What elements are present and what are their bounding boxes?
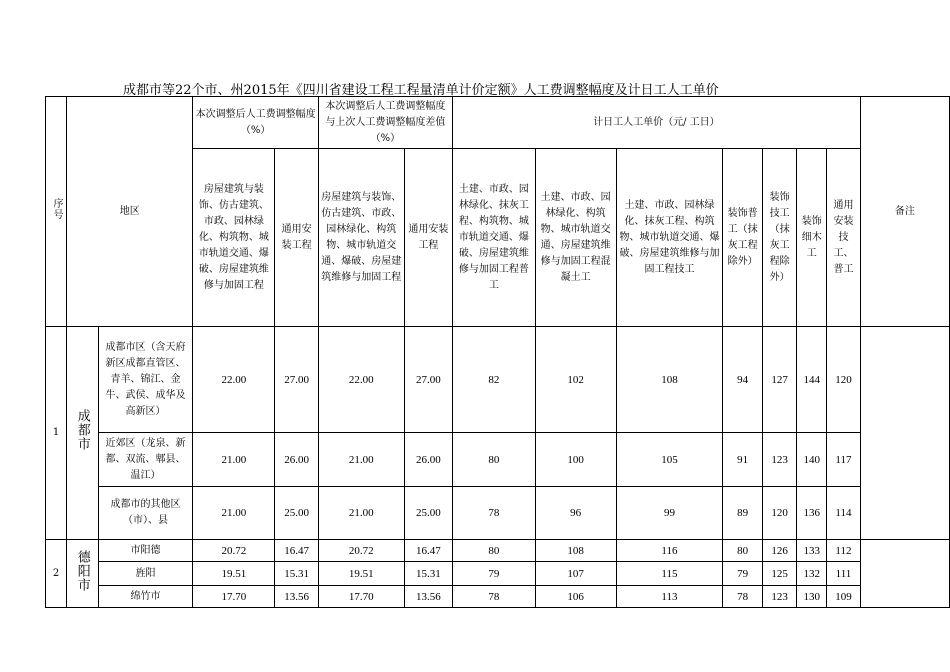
cell-value: 133 (797, 540, 827, 562)
cell-value: 80 (723, 540, 762, 562)
row-area: 成都市的其他区（市）、县 (98, 487, 193, 540)
cell-value: 125 (762, 562, 797, 586)
cell-value: 15.31 (404, 562, 452, 586)
header-remark: 备注 (860, 97, 949, 327)
header-deco-tech: 装饰技工（抹灰工程除外） (762, 149, 797, 327)
cell-value: 26.00 (404, 433, 452, 487)
cell-value: 89 (723, 487, 762, 540)
cell-value: 21.00 (318, 487, 404, 540)
row-seq: 1 (46, 327, 67, 540)
cell-value: 80 (452, 433, 535, 487)
remark-cell (860, 540, 949, 608)
cell-value: 22.00 (193, 327, 275, 433)
cell-value: 15.31 (275, 562, 318, 586)
cell-value: 99 (616, 487, 723, 540)
cell-value: 17.70 (318, 586, 404, 608)
header-install-diff: 通用安装工程 (404, 149, 452, 327)
cell-value: 91 (723, 433, 762, 487)
cell-value: 113 (616, 586, 723, 608)
cell-value: 27.00 (275, 327, 318, 433)
cell-value: 16.47 (404, 540, 452, 562)
cell-value: 116 (616, 540, 723, 562)
cell-value: 108 (535, 540, 616, 562)
cell-value: 21.00 (193, 433, 275, 487)
header-building: 房屋建筑与装饰、仿古建筑、市政、园林绿化、构筑物、城市轨道交通、爆破、房屋建筑维修与加固工程 (193, 149, 275, 327)
cell-value: 117 (827, 433, 861, 487)
cell-value: 21.00 (193, 487, 275, 540)
header-row-1 (46, 97, 950, 149)
cell-value: 130 (797, 586, 827, 608)
cell-value: 112 (827, 540, 861, 562)
header-tech-worker: 土建、市政、园林绿化、抹灰工程、构筑物、城市轨道交通、爆破、房屋建筑维修与加固工程技工 (616, 149, 723, 327)
cell-value: 109 (827, 586, 861, 608)
header-deco-general: 装饰普工（抹灰工程除外） (723, 149, 762, 327)
table-row (46, 327, 950, 433)
header-install-worker: 通用安装技工、普工 (827, 149, 861, 327)
cell-value: 27.00 (404, 327, 452, 433)
cell-value: 78 (452, 586, 535, 608)
cell-value: 108 (616, 327, 723, 433)
cell-value: 82 (452, 327, 535, 433)
cell-value: 96 (535, 487, 616, 540)
cell-value: 106 (535, 586, 616, 608)
cell-value: 144 (797, 327, 827, 433)
row-area: 市阳德 (98, 540, 193, 562)
cell-value: 79 (452, 562, 535, 586)
header-seq: 序号 (46, 97, 67, 327)
header-daily-group: 计日工人工单价（元/ 工日） (452, 97, 860, 149)
cell-value: 140 (797, 433, 827, 487)
header-concrete-worker: 土建、市政、园林绿化、构筑物、城市轨道交通、房屋建筑维修与加固工程混凝土工 (535, 149, 616, 327)
cell-value: 79 (723, 562, 762, 586)
row-city: 成都市 (67, 327, 99, 540)
row-city: 德阳市 (67, 540, 99, 608)
cell-value: 115 (616, 562, 723, 586)
table-row (46, 433, 950, 487)
cell-value: 13.56 (275, 586, 318, 608)
table-row (46, 586, 950, 608)
wage-table (45, 96, 950, 608)
cell-value: 107 (535, 562, 616, 586)
row-area: 成都市区（含天府新区成都直管区、青羊、锦江、金牛、武侯、成华及高新区） (98, 327, 193, 433)
cell-value: 17.70 (193, 586, 275, 608)
header-building-diff: 房屋建筑与装饰、仿古建筑、市政、园林绿化、构筑物、城市轨道交通、爆破、房屋建筑维修与加固工程 (318, 149, 404, 327)
row-area: 近郊区（龙泉、新都、双流、郫县、温江） (98, 433, 193, 487)
cell-value: 20.72 (193, 540, 275, 562)
cell-value: 132 (797, 562, 827, 586)
header-diff-group: 本次调整后人工费调整幅度与上次人工费调整幅度差值（%） (318, 97, 452, 149)
cell-value: 123 (762, 586, 797, 608)
cell-value: 136 (797, 487, 827, 540)
cell-value: 120 (827, 327, 861, 433)
cell-value: 123 (762, 433, 797, 487)
cell-value: 100 (535, 433, 616, 487)
cell-value: 94 (723, 327, 762, 433)
cell-value: 19.51 (318, 562, 404, 586)
cell-value: 80 (452, 540, 535, 562)
cell-value: 19.51 (193, 562, 275, 586)
cell-value: 78 (452, 487, 535, 540)
cell-value: 105 (616, 433, 723, 487)
header-adjust-group: 本次调整后人工费调整幅度（%） (193, 97, 318, 149)
table-row (46, 487, 950, 540)
row-area: 旌阳 (98, 562, 193, 586)
cell-value: 25.00 (404, 487, 452, 540)
cell-value: 20.72 (318, 540, 404, 562)
document-title: 成都市等22个市、州2015年《四川省建设工程工程量清单计价定额》人工费调整幅度及计日工人工单价 (123, 83, 719, 98)
cell-value: 102 (535, 327, 616, 433)
cell-value: 16.47 (275, 540, 318, 562)
header-deco-wood: 装饰细木工 (797, 149, 827, 327)
cell-value: 21.00 (318, 433, 404, 487)
cell-value: 111 (827, 562, 861, 586)
cell-value: 120 (762, 487, 797, 540)
cell-value: 13.56 (404, 586, 452, 608)
table-row (46, 562, 950, 586)
table-row (46, 540, 950, 562)
cell-value: 127 (762, 327, 797, 433)
cell-value: 25.00 (275, 487, 318, 540)
header-general-worker: 土建、市政、园林绿化、抹灰工程、构筑物、城市轨道交通、爆破、房屋建筑维修与加固工程普工 (452, 149, 535, 327)
header-region: 地区 (67, 97, 193, 327)
row-seq: 2 (46, 540, 67, 608)
cell-value: 22.00 (318, 327, 404, 433)
cell-value: 114 (827, 487, 861, 540)
cell-value: 78 (723, 586, 762, 608)
header-install: 通用安装工程 (275, 149, 318, 327)
cell-value: 26.00 (275, 433, 318, 487)
cell-value: 126 (762, 540, 797, 562)
remark-cell (860, 327, 949, 540)
row-area: 绵竹市 (98, 586, 193, 608)
